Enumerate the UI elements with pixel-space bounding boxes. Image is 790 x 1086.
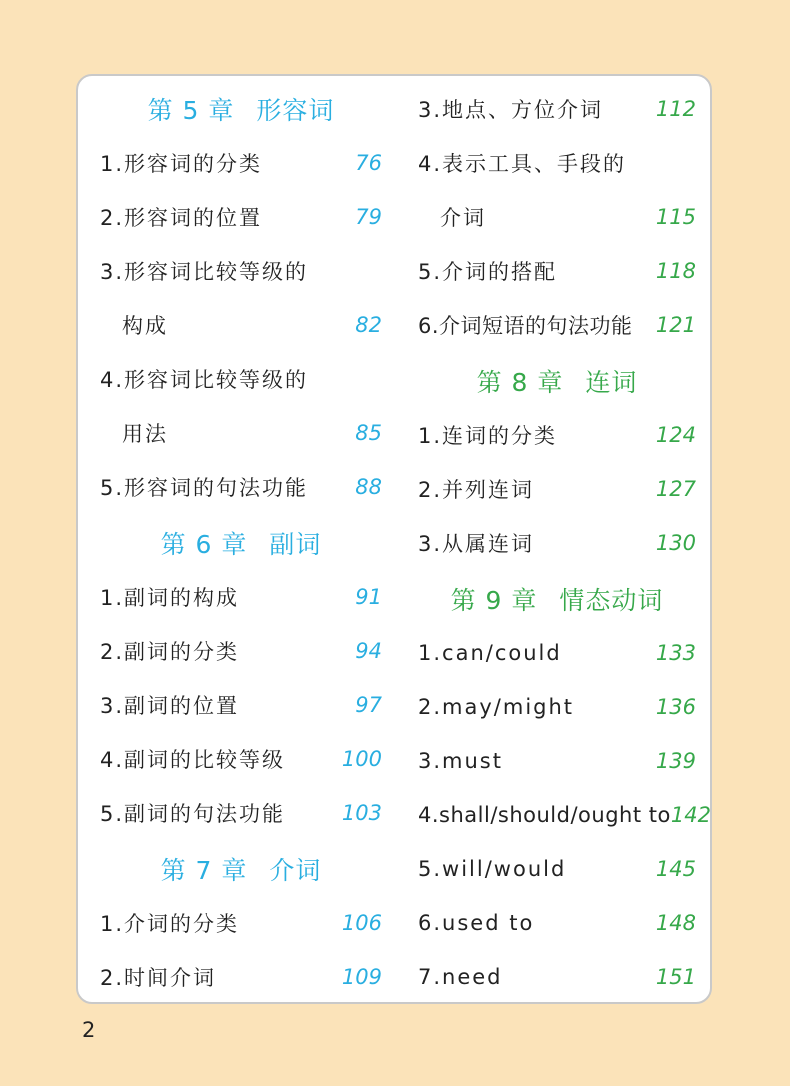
- entry-page: 97: [355, 693, 382, 717]
- entry-page: 145: [655, 857, 696, 881]
- chapter-number: 第 8 章: [476, 368, 564, 397]
- entry-label: 1.can/could: [418, 641, 562, 665]
- entry-label: 构成: [122, 314, 168, 338]
- toc-entry[interactable]: [100, 136, 382, 190]
- chapter-title: 连词: [585, 368, 638, 397]
- entry-page: 79: [355, 205, 382, 229]
- entry-page: 109: [341, 965, 382, 989]
- entry-label: 4.表示工具、手段的: [418, 152, 627, 176]
- toc-entry[interactable]: [100, 896, 382, 950]
- contents-card: [76, 74, 712, 1004]
- entry-label: 4.shall/should/ought to: [418, 803, 671, 827]
- chapter-title: 副词: [269, 530, 322, 559]
- entry-page: 115: [655, 205, 696, 229]
- entry-label: 4.副词的比较等级: [100, 748, 286, 772]
- entry-label: 2.并列连词: [418, 478, 535, 502]
- toc-entry[interactable]: [100, 406, 382, 460]
- chapter-8-heading: [418, 354, 696, 408]
- toc-entry[interactable]: [100, 244, 382, 298]
- toc-entry[interactable]: [418, 734, 696, 788]
- entry-page: 85: [355, 421, 382, 445]
- entry-page: 127: [655, 477, 696, 501]
- entry-label: 2.形容词的位置: [100, 206, 263, 230]
- entry-label: 5.副词的句法功能: [100, 802, 286, 826]
- toc-entry[interactable]: [418, 516, 696, 570]
- entry-page: 133: [655, 641, 696, 665]
- toc-entry[interactable]: [100, 460, 382, 514]
- entry-page: 118: [655, 259, 696, 283]
- entry-label: 6.介词短语的句法功能: [418, 314, 633, 338]
- chapter-7-heading: [100, 842, 382, 896]
- entry-page: 121: [655, 313, 696, 337]
- toc-entry[interactable]: [418, 298, 696, 352]
- entry-page: 124: [655, 423, 696, 447]
- entry-label: 3.形容词比较等级的: [100, 260, 309, 284]
- toc-entry[interactable]: [100, 570, 382, 624]
- entry-page: 151: [655, 965, 696, 989]
- entry-page: 88: [355, 475, 382, 499]
- toc-entry[interactable]: [418, 896, 696, 950]
- chapter-6-heading: [100, 516, 382, 570]
- toc-entry[interactable]: [418, 136, 696, 190]
- entry-label: 3.从属连词: [418, 532, 535, 556]
- entry-label: 5.will/would: [418, 857, 567, 881]
- entry-label: 2.时间介词: [100, 966, 217, 990]
- chapter-number: 第 6 章: [160, 530, 248, 559]
- entry-label: 1.介词的分类: [100, 912, 240, 936]
- entry-label: 4.形容词比较等级的: [100, 368, 309, 392]
- entry-page: 106: [341, 911, 382, 935]
- entry-page: 94: [355, 639, 382, 663]
- toc-entry[interactable]: [100, 298, 382, 352]
- toc-entry[interactable]: [418, 462, 696, 516]
- toc-entry[interactable]: [100, 950, 382, 1004]
- toc-entry[interactable]: [100, 190, 382, 244]
- toc-entry[interactable]: [418, 842, 696, 896]
- entry-page: 82: [355, 313, 382, 337]
- chapter-9-heading: [418, 572, 696, 626]
- toc-entry[interactable]: [418, 82, 696, 136]
- entry-label: 3.副词的位置: [100, 694, 240, 718]
- entry-page: 100: [341, 747, 382, 771]
- entry-page: 136: [655, 695, 696, 719]
- toc-entry[interactable]: [100, 678, 382, 732]
- entry-label: 7.need: [418, 965, 503, 989]
- entry-page: 103: [341, 801, 382, 825]
- entry-page: 148: [655, 911, 696, 935]
- toc-entry[interactable]: [100, 352, 382, 406]
- toc-entry[interactable]: [418, 244, 696, 298]
- toc-entry[interactable]: [100, 732, 382, 786]
- toc-entry[interactable]: [418, 190, 696, 244]
- chapter-title: 形容词: [256, 96, 335, 125]
- toc-entry[interactable]: [100, 786, 382, 840]
- toc-entry[interactable]: [418, 408, 696, 462]
- entry-label: 介词: [440, 206, 486, 230]
- entry-label: 5.介词的搭配: [418, 260, 558, 284]
- entry-label: 用法: [122, 422, 168, 446]
- entry-label: 6.used to: [418, 911, 535, 935]
- chapter-title: 介词: [269, 856, 322, 885]
- chapter-number: 第 7 章: [160, 856, 248, 885]
- page-number: 2: [82, 1018, 96, 1042]
- entry-page: 139: [655, 749, 696, 773]
- chapter-title: 情态动词: [559, 586, 664, 615]
- entry-label: 1.形容词的分类: [100, 152, 263, 176]
- entry-page: 91: [355, 585, 382, 609]
- entry-page: 130: [655, 531, 696, 555]
- toc-entry[interactable]: [418, 626, 696, 680]
- entry-page: 76: [355, 151, 382, 175]
- toc-entry[interactable]: [418, 788, 711, 842]
- entry-label: 2.may/might: [418, 695, 575, 719]
- chapter-number: 第 5 章: [147, 96, 235, 125]
- entry-label: 1.副词的构成: [100, 586, 240, 610]
- toc-entry[interactable]: [418, 950, 696, 1004]
- entry-label: 3.地点、方位介词: [418, 98, 604, 122]
- chapter-5-heading: [100, 82, 382, 136]
- toc-entry[interactable]: [418, 680, 696, 734]
- entry-label: 1.连词的分类: [418, 424, 558, 448]
- entry-page: 142: [670, 803, 711, 827]
- entry-page: 112: [655, 97, 696, 121]
- entry-label: 2.副词的分类: [100, 640, 240, 664]
- entry-label: 3.must: [418, 749, 503, 773]
- chapter-number: 第 9 章: [450, 586, 538, 615]
- entry-label: 5.形容词的句法功能: [100, 476, 309, 500]
- toc-entry[interactable]: [100, 624, 382, 678]
